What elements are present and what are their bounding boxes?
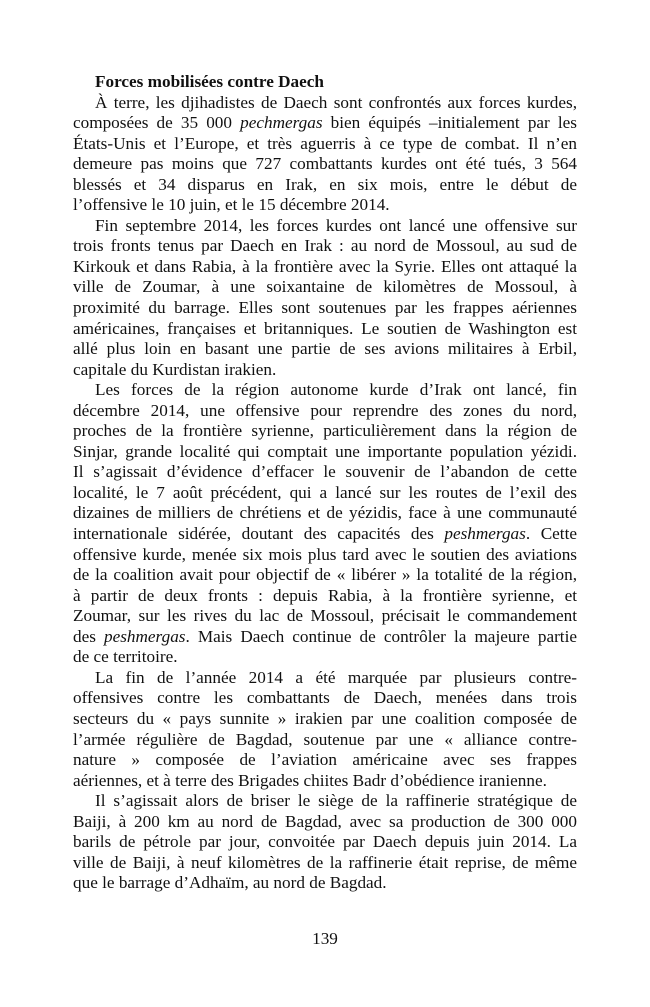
paragraph-1-line [73,175,577,196]
text-run: offensives contre les combattants de Daech, menées dans trois [73,688,577,708]
text-run: dizaines de milliers de chrétiens et de yézidis, face à une communauté [73,503,577,523]
italic-term: peshmergas [444,524,526,544]
text-run: . Cette [525,524,577,544]
paragraph-2-line [73,360,577,381]
paragraph-1-line [73,195,577,216]
paragraph-3-line [73,627,577,648]
paragraph-3-line [73,545,577,566]
paragraph-3-line [73,483,577,504]
text-run: ville de Zoumar, à une soixantaine de kilomètres de Mossoul, à [73,277,577,297]
paragraph-2-line [73,236,577,257]
text-run: . Mais Daech continue de contrôler la majeure partie [185,626,577,646]
paragraph-4-line [73,688,577,709]
paragraph-2-line [73,257,577,278]
text-run: ville de Baiji, à neuf kilomètres de la raffinerie était reprise, de même [73,852,577,872]
paragraph-3-line [73,442,577,463]
text-run: Zoumar, sur les rives du lac de Mossoul, précisait le commandement [73,606,577,626]
paragraph-4-line [73,750,577,771]
text-run: composées de 35 000 [73,113,241,133]
text-run: barils de pétrole par jour, convoitée par Daech depuis juin 2014. La [73,832,577,852]
paragraph-3-line [73,565,577,586]
paragraph-3-line [73,606,577,627]
text-run: Fin septembre 2014, les forces kurdes ont lancé une offensive sur [95,215,577,235]
text-run: secteurs du « pays sunnite » irakien par une coalition composée de [73,708,577,728]
text-run: La fin de l’année 2014 a été marquée par plusieurs contre- [95,667,577,687]
text-run: capitale du Kurdistan irakien. [73,359,277,379]
text-run: Il s’agissait alors de briser le siège de la raffinerie stratégique de [95,791,577,811]
paragraph-2-line [73,298,577,319]
text-run: localité, le 7 août précédent, qui a lancé sur les routes de l’exil des [73,482,577,502]
paragraph-3-line [73,401,577,422]
text-run: Kirkouk et dans Rabia, à la frontière avec la Syrie. Elles ont attaqué la [73,256,577,276]
paragraph-3-line [73,524,577,545]
text-run: À terre, les djihadistes de Daech sont confrontés aux forces kurdes, [95,92,577,112]
paragraph-5-line [73,873,577,894]
text-run: Baiji, à 200 km au nord de Bagdad, avec sa production de 300 000 [73,811,577,831]
paragraph-2-line [73,277,577,298]
paragraph-5-line [73,832,577,853]
text-run: États-Unis et l’Europe, et très aguerris à ce type de combat. Il n’en [73,133,577,153]
text-run: Les forces de la région autonome kurde d’Irak ont lancé, fin [95,380,577,400]
text-run: proches de la frontière syrienne, particulièrement dans la région de [73,421,577,441]
text-run: aériennes, et à terre des Brigades chiites Badr d’obédience iranienne. [73,770,547,790]
paragraph-1-line [73,134,577,155]
text-run: à partir de deux fronts : depuis Rabia, à la frontière syrienne, et [73,585,577,605]
text-run: de ce territoire. [73,647,178,667]
text-run: nature » composée de l’aviation américaine avec ses frappes [73,750,577,770]
paragraph-1-line [73,154,577,175]
paragraph-4-line [73,668,577,689]
text-run: Il s’agissait d’évidence d’effacer le souvenir de l’abandon de cette [73,462,577,482]
paragraph-3-line [73,503,577,524]
paragraph-5-line [73,812,577,833]
paragraph-2-line [73,319,577,340]
text-run: de la coalition avait pour objectif de « libérer » la totalité de la région, [73,565,577,585]
section-heading: Forces mobilisées contre Daech [95,72,324,91]
text-run: décembre 2014, une offensive pour reprendre des zones du nord, [73,400,577,420]
text-run: l’armée régulière de Bagdad, soutenue par une « alliance contre- [73,729,577,749]
paragraph-2-line [73,216,577,237]
paragraph-1-line [73,113,577,134]
text-run: américaines, françaises et britanniques. Le soutien de Washington est [73,318,577,338]
text-run: trois fronts tenus par Daech en Irak : au nord de Mossoul, au sud de [73,236,577,256]
text-run: proximité du barrage. Elles sont soutenues par les frappes aériennes [73,298,577,318]
paragraph-3-line [73,586,577,607]
text-run: internationale sidérée, doutant des capacités des [73,524,445,544]
paragraph-4-line [73,771,577,792]
text-run: blessés et 34 disparus en Irak, en six mois, entre le début de [73,174,577,194]
text-run: bien équipés –initialement par les [322,113,578,133]
italic-term: pechmergas [240,113,323,133]
italic-term: peshmergas [104,626,186,646]
text-run: l’offensive le 10 juin, et le 15 décembre 2014. [73,195,390,215]
paragraph-4-line [73,730,577,751]
paragraph-3-line [73,462,577,483]
paragraph-4-line [73,709,577,730]
paragraph-2-line [73,339,577,360]
text-run: des [73,626,104,646]
paragraph-3-line [73,421,577,442]
paragraph-5-line [73,853,577,874]
text-run: offensive kurde, menée six mois plus tard avec le soutien des aviations [73,544,577,564]
page-number: 139 [312,929,338,948]
paragraph-1-line [73,93,577,114]
paragraph-5-line [73,791,577,812]
text-run: allé plus loin en basant une partie de ses avions militaires à Erbil, [73,339,577,359]
paragraph-3-line [73,647,577,668]
paragraph-3-line [73,380,577,401]
page-body [73,72,577,894]
text-run: que le barrage d’Adhaïm, au nord de Bagdad. [73,873,387,893]
text-run: Sinjar, grande localité qui comptait une importante population yézidi. [73,441,577,461]
text-run: demeure pas moins que 727 combattants kurdes ont été tués, 3 564 [73,154,577,174]
